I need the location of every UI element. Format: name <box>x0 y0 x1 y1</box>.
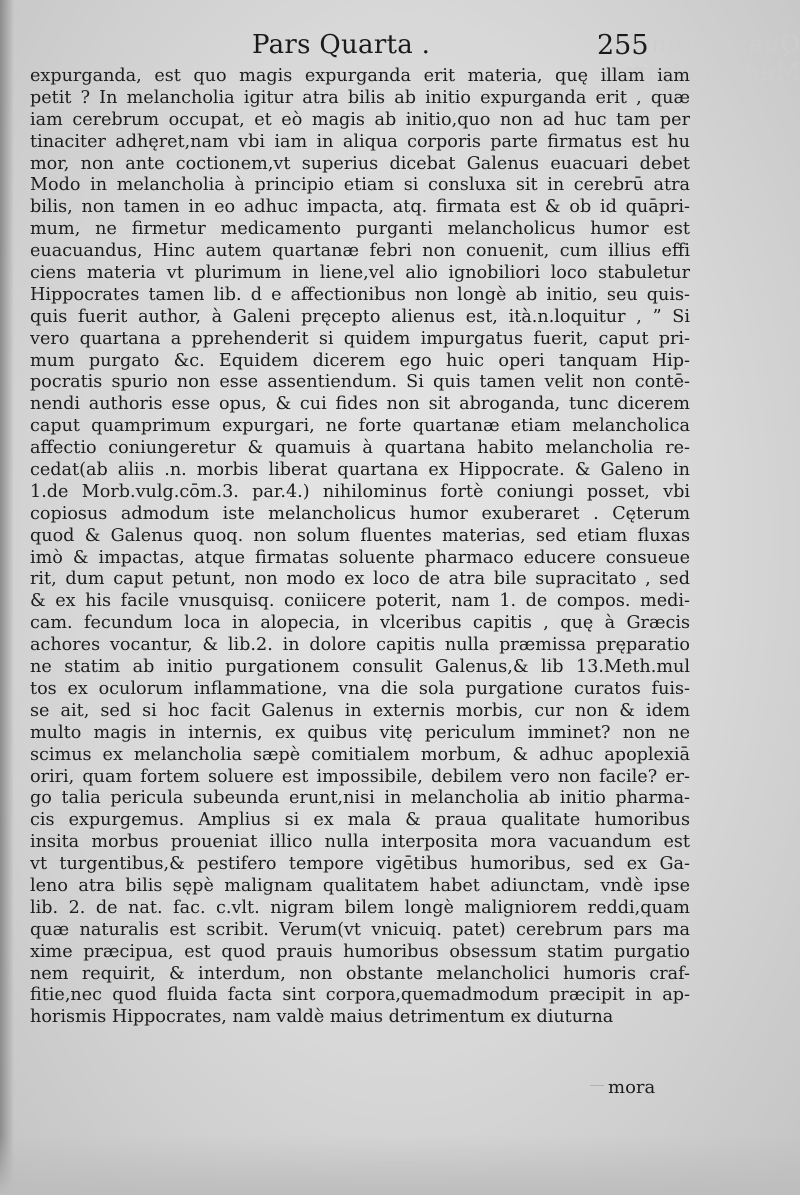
text-line: cedat(ab aliis .n. morbis liberat quartana ex Hippocrate. & Galeno in <box>30 460 690 481</box>
text-line: xime præcipua, est quod prauis humoribus obsessum statim purgatio <box>30 941 690 962</box>
text-line: scimus ex melancholia sæpè comitialem morbum, & adhuc apoplexiā <box>30 744 690 765</box>
text-line: fitie,nec quod fluida facta sint corpora,quemadmodum præcipit in ap- <box>30 985 690 1006</box>
text-line: insita morbus proueniat illico nulla interposita mora vacuandum est <box>30 832 690 853</box>
page-bottom-shade <box>0 1135 800 1195</box>
text-line: leno atra bilis sępè malignam qualitatem habet adiunctam, vndè ipse <box>30 875 690 896</box>
text-line: quod & Galenus quoq. non solum fluentes materias, sed etiam fluxas <box>30 525 690 546</box>
text-line: petit ? In melancholia igitur atra bilis ab initio expurganda erit , quæ <box>30 87 690 108</box>
text-line: multo magis in internis, ex quibus vitę periculum imminet? non ne <box>30 722 690 743</box>
text-line: & ex his facile vnusquisq. coniicere poterit, nam 1. de compos. medi- <box>30 591 690 612</box>
text-line: oriri, quam fortem soluere est impossibile, debilem vero non facile? er- <box>30 766 690 787</box>
page-number: 255 <box>597 30 649 61</box>
text-line: rit, dum caput petunt, non modo ex loco de atra bile supracitato , sed <box>30 569 690 590</box>
text-line: tos ex oculorum inflammatione, vna die sola purgatione curatos fuis- <box>30 678 690 699</box>
text-line: nendi authoris esse opus, & cui fides non sit abroganda, tunc dicerem <box>30 394 690 415</box>
text-line: vero quartana a pprehenderit si quidem impurgatus fuerit, caput pri- <box>30 328 690 349</box>
text-line: expurganda, est quo magis expurganda erit materia, quę illam iam <box>30 66 690 86</box>
text-line: ciens materia vt plurimum in liene,vel alio ignobiliori loco stabuletur <box>30 263 690 284</box>
text-line: tinaciter adhęret,nam vbi iam in aliqua corporis parte firmatus est hu <box>30 131 690 152</box>
running-head: Pars Quarta . <box>252 30 431 60</box>
text-line: euacuandus, Hinc autem quartanæ febri non conuenit, cum illius effi <box>30 241 690 262</box>
text-line: horismis Hippocrates, nam valdè maius detrimentum ex diuturna <box>30 1007 614 1028</box>
text-line: ne statim ab initio purgationem consulit Galenus,& lib 13.Meth.mul <box>30 657 690 678</box>
text-line: vt turgentibus,& pestifero tempore vigētibus humoribus, sed ex Ga- <box>30 854 690 875</box>
text-line: lib. 2. de nat. fac. c.vlt. nigram bilem longè maligniorem reddi,quam <box>30 897 690 918</box>
text-line: mum, ne firmetur medicamento purganti melancholicus humor est <box>30 219 690 240</box>
text-line: achores vocantur, & lib.2. in dolore capitis nulla præmissa pręparatio <box>30 635 690 656</box>
text-line: cam. fecundum loca in alopecia, in vlceribus capitis , quę à Græcis <box>30 613 690 634</box>
text-line: affectio coniungeretur & quamuis à quartana habito melancholia re- <box>30 438 690 459</box>
text-line: iam cerebrum occupat, et eò magis ab initio,quo non ad huc tam per <box>30 109 690 130</box>
text-line: go talia pericula subeunda erunt,nisi in melancholia ab initio pharma- <box>30 788 690 809</box>
text-line: 1.de Morb.vulg.cōm.3. par.4.) nihilominus fortè coniungi posset, vbi <box>30 481 690 502</box>
text-line: quis fuerit author, à Galeni pręcepto alienus est, ità.n.loquitur , ” Si <box>30 306 690 327</box>
text-line: cis expurgemus. Amplius si ex mala & praua qualitate humoribus <box>30 810 690 831</box>
text-line: mor, non ante coctionem,vt superius dicebat Galenus euacuari debet <box>30 153 690 174</box>
page-gutter-shadow <box>0 0 14 1195</box>
text-line: caput quamprimum expurgari, ne forte quartanæ etiam melancholica <box>30 416 690 437</box>
text-line: quæ naturalis est scribit. Verum(vt vnicuiq. patet) cerebrum pars ma <box>30 919 690 940</box>
catchword: mora <box>608 1077 656 1098</box>
text-line: copiosus admodum iste melancholicus humor exuberaret . Cęterum <box>30 503 690 524</box>
text-line: se ait, sed si hoc facit Galenus in externis morbis, cur non & idem <box>30 700 690 721</box>
bleed-through-text: Quastionum Medicinalium <box>621 30 800 86</box>
text-line: nem requirit, & interdum, non obstante melancholici humoris craf- <box>30 963 690 984</box>
body-text <box>30 66 690 1029</box>
text-line: pocratis spurio non esse assentiendum. Si quis tamen velit non contē- <box>30 372 690 393</box>
ink-mark <box>590 1075 604 1086</box>
text-line: imò & impactas, atque firmatas soluente pharmaco educere consueue <box>30 547 690 568</box>
text-line: Hippocrates tamen lib. d e affectionibus non longè ab initio, seu quis- <box>30 284 690 305</box>
text-line: Modo in melancholia à principio etiam si consluxa sit in cerebrū atra <box>30 175 690 196</box>
text-line: mum purgato &c. Equidem dicerem ego huic operi tanquam Hip- <box>30 350 690 371</box>
text-line: bilis, non tamen in eo adhuc impacta, atq. firmata est & ob id quāpri- <box>30 197 690 218</box>
